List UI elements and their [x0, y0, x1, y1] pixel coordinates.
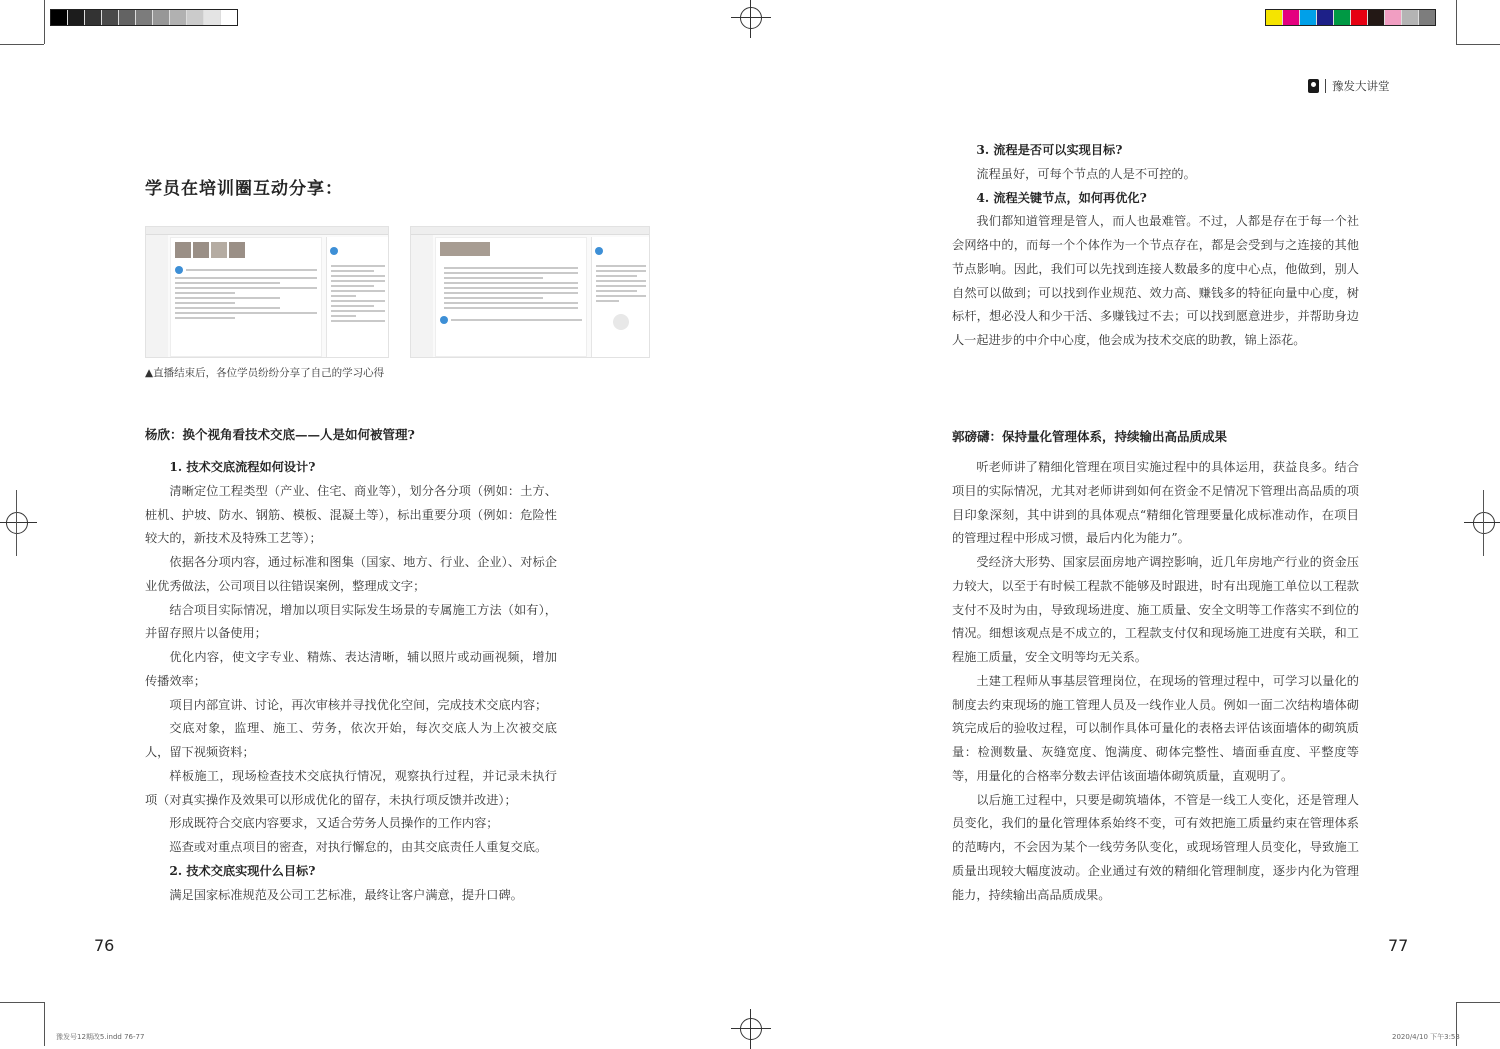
- color-swatch: [1385, 10, 1402, 25]
- color-swatch: [1300, 10, 1317, 25]
- color-swatch: [1368, 10, 1385, 25]
- section-title: 学员在培训圈互动分享：: [145, 179, 343, 199]
- paragraph: 我们都知道管理是管人，而人也最难管。不过，人都是存在于每一个社会网络中的，而每一个个体作为一个节点存在，都是会受到与之连接的其他节点影响。因此，我们可以先找到连接人数最多的度中心点，他做到，别人自然可以做到；可以找到作业规范、效力高、赚钱多的特征向量中心度，树标杆，想必没人和少干活、多赚钱过不去；可以找到愿意进步，并帮助身边人一起进步的中介中心度，他会成为技术交底的助教，锦上添花。: [952, 214, 1359, 347]
- registration-mark: [1473, 512, 1495, 534]
- registration-mark: [6, 512, 28, 534]
- crop-mark: [0, 44, 44, 45]
- crop-mark: [44, 1002, 45, 1046]
- header-divider: [1325, 79, 1326, 93]
- registration-mark: [740, 1018, 762, 1040]
- crop-mark: [1456, 1002, 1500, 1003]
- color-swatch: [1351, 10, 1368, 25]
- subheading: 1. 技术交底流程如何设计?: [169, 460, 316, 474]
- color-swatch: [1334, 10, 1351, 25]
- color-swatch: [51, 10, 68, 25]
- color-swatch: [1402, 10, 1419, 25]
- color-swatch: [204, 10, 221, 25]
- screenshot-image: [145, 226, 389, 358]
- color-bar: [1265, 9, 1436, 26]
- crop-mark: [44, 0, 45, 44]
- color-swatch: [136, 10, 153, 25]
- color-swatch: [1317, 10, 1334, 25]
- paragraph: 以后施工过程中，只要是砌筑墙体，不管是一线工人变化，还是管理人员变化，我们的量化管理体系始终不变，可有效把施工质量约束在管理体系的范畴内，不会因为某个一线劳务队变化，或现场管理人员变化，导致施工质量出现较大幅度波动。企业通过有效的精细化管理制度，逐步内化为管理能力，持续输出高品质成果。: [952, 792, 1359, 902]
- paragraph: 满足国家标准规范及公司工艺标准，最终让客户满意，提升口碑。: [169, 887, 523, 902]
- color-swatch: [102, 10, 119, 25]
- color-swatch: [170, 10, 187, 25]
- paragraph: 形成既符合交底内容要求，又适合劳务人员操作的工作内容；: [169, 816, 499, 831]
- paragraph: 项目内部宣讲、讨论，再次审核并寻找优化空间，完成技术交底内容；: [169, 697, 548, 712]
- paragraph: 巡查或对重点项目的密查，对执行懈怠的，由其交底责任人重复交底。: [169, 840, 548, 854]
- article-body: [145, 456, 557, 907]
- registration-line: [16, 490, 17, 556]
- timestamp: 2020/4/10 下午3:53: [1392, 1033, 1460, 1041]
- screenshot-image: [410, 226, 650, 358]
- image-caption: ▲直播结束后，各位学员纷纷分享了自己的学习心得: [145, 367, 385, 379]
- paragraph: 样板施工，现场检查技术交底执行情况，观察执行过程，并记录未执行项（对真实操作及效果可以形成优化的留存，未执行项反馈并改进）；: [145, 768, 557, 807]
- paragraph: 结合项目实际情况，增加以项目实际发生场景的专属施工方法（如有），并留存照片以备使用；: [145, 602, 557, 641]
- article-title: 杨欣：换个视角看技术交底——人是如何被管理?: [145, 427, 415, 442]
- grayscale-bar: [50, 9, 238, 26]
- color-swatch: [119, 10, 136, 25]
- color-swatch: [221, 10, 237, 25]
- article-title: 郭磅礴：保持量化管理体系，持续输出高品质成果: [952, 429, 1228, 444]
- paragraph: 受经济大形势、国家层面房地产调控影响，近几年房地产行业的资金压力较大，以至于有时候工程款不能够及时跟进，时有出现施工单位以工程款支付不及时为由，导致现场进度、施工质量、安全文明等工作落实不到位的情况。细想该观点是不成立的，工程款支付仅和现场施工进度有关联，和工程施工质量，安全文明等均无关系。: [952, 555, 1359, 664]
- subheading: 3. 流程是否可以实现目标?: [976, 143, 1123, 157]
- file-name: 豫发号12期改5.indd 76-77: [56, 1033, 145, 1041]
- color-swatch: [153, 10, 170, 25]
- color-swatch: [1283, 10, 1300, 25]
- running-header: [1308, 78, 1390, 94]
- registration-mark: [740, 7, 762, 29]
- article-body: [952, 139, 1359, 353]
- subheading: 4. 流程关键节点，如何再优化?: [976, 190, 1147, 205]
- color-swatch: [1419, 10, 1435, 25]
- paragraph: 流程虽好，可每个节点的人是不可控的。: [976, 166, 1196, 181]
- crop-mark: [1456, 44, 1500, 45]
- paragraph: 依据各分项内容，通过标准和图集（国家、地方、行业、企业）、对标企业优秀做法，公司项目以往错误案例，整理成文字；: [145, 555, 557, 593]
- page-number: 77: [1388, 936, 1409, 955]
- registration-line: [1483, 490, 1484, 556]
- column-name: 豫发大讲堂: [1332, 79, 1390, 93]
- paragraph: 清晰定位工程类型（产业、住宅、商业等），划分各分项（例如：土方、桩机、护坡、防水、钢筋、模板、混凝土等），标出重要分项（例如：危险性较大的，新技术及特殊工艺等）；: [145, 483, 557, 546]
- color-swatch: [1266, 10, 1283, 25]
- crop-mark: [1456, 0, 1457, 44]
- subheading: 2. 技术交底实现什么目标?: [169, 863, 316, 878]
- paragraph: 交底对象，监理、施工、劳务，依次开始，每次交底人为上次被交底人，留下视频资料；: [145, 721, 557, 759]
- color-swatch: [68, 10, 85, 25]
- article-body: [952, 456, 1359, 907]
- crop-mark: [0, 1002, 44, 1003]
- page-number: 76: [94, 936, 115, 955]
- paragraph: 优化内容，使文字专业、精炼、表达清晰，辅以照片或动画视频，增加传播效率；: [145, 650, 557, 688]
- paragraph: 听老师讲了精细化管理在项目实施过程中的具体运用，获益良多。结合项目的实际情况，尤其对老师讲到如何在资金不足情况下管理出高品质的项目印象深刻，其中讲到的具体观点“精细化管理要量化成标准动作，在项目的管理过程中形成习惯，最后内化为能力”。: [952, 460, 1359, 546]
- color-swatch: [187, 10, 204, 25]
- paragraph: 土建工程师从事基层管理岗位，在现场的管理过程中，可学习以量化的制度去约束现场的施工管理人员及一线作业人员。例如一面二次结构墙体砌筑完成后的验收过程，可以制作具体可量化的表格去评估该面墙体的砌筑质量：检测数量、灰缝宽度、饱满度、砌体完整性、墙面垂直度、平整度等等，用量化的合格率分数去评估该面墙体砌筑质量，直观明了。: [952, 673, 1359, 783]
- color-swatch: [85, 10, 102, 25]
- logo-icon: [1308, 79, 1319, 93]
